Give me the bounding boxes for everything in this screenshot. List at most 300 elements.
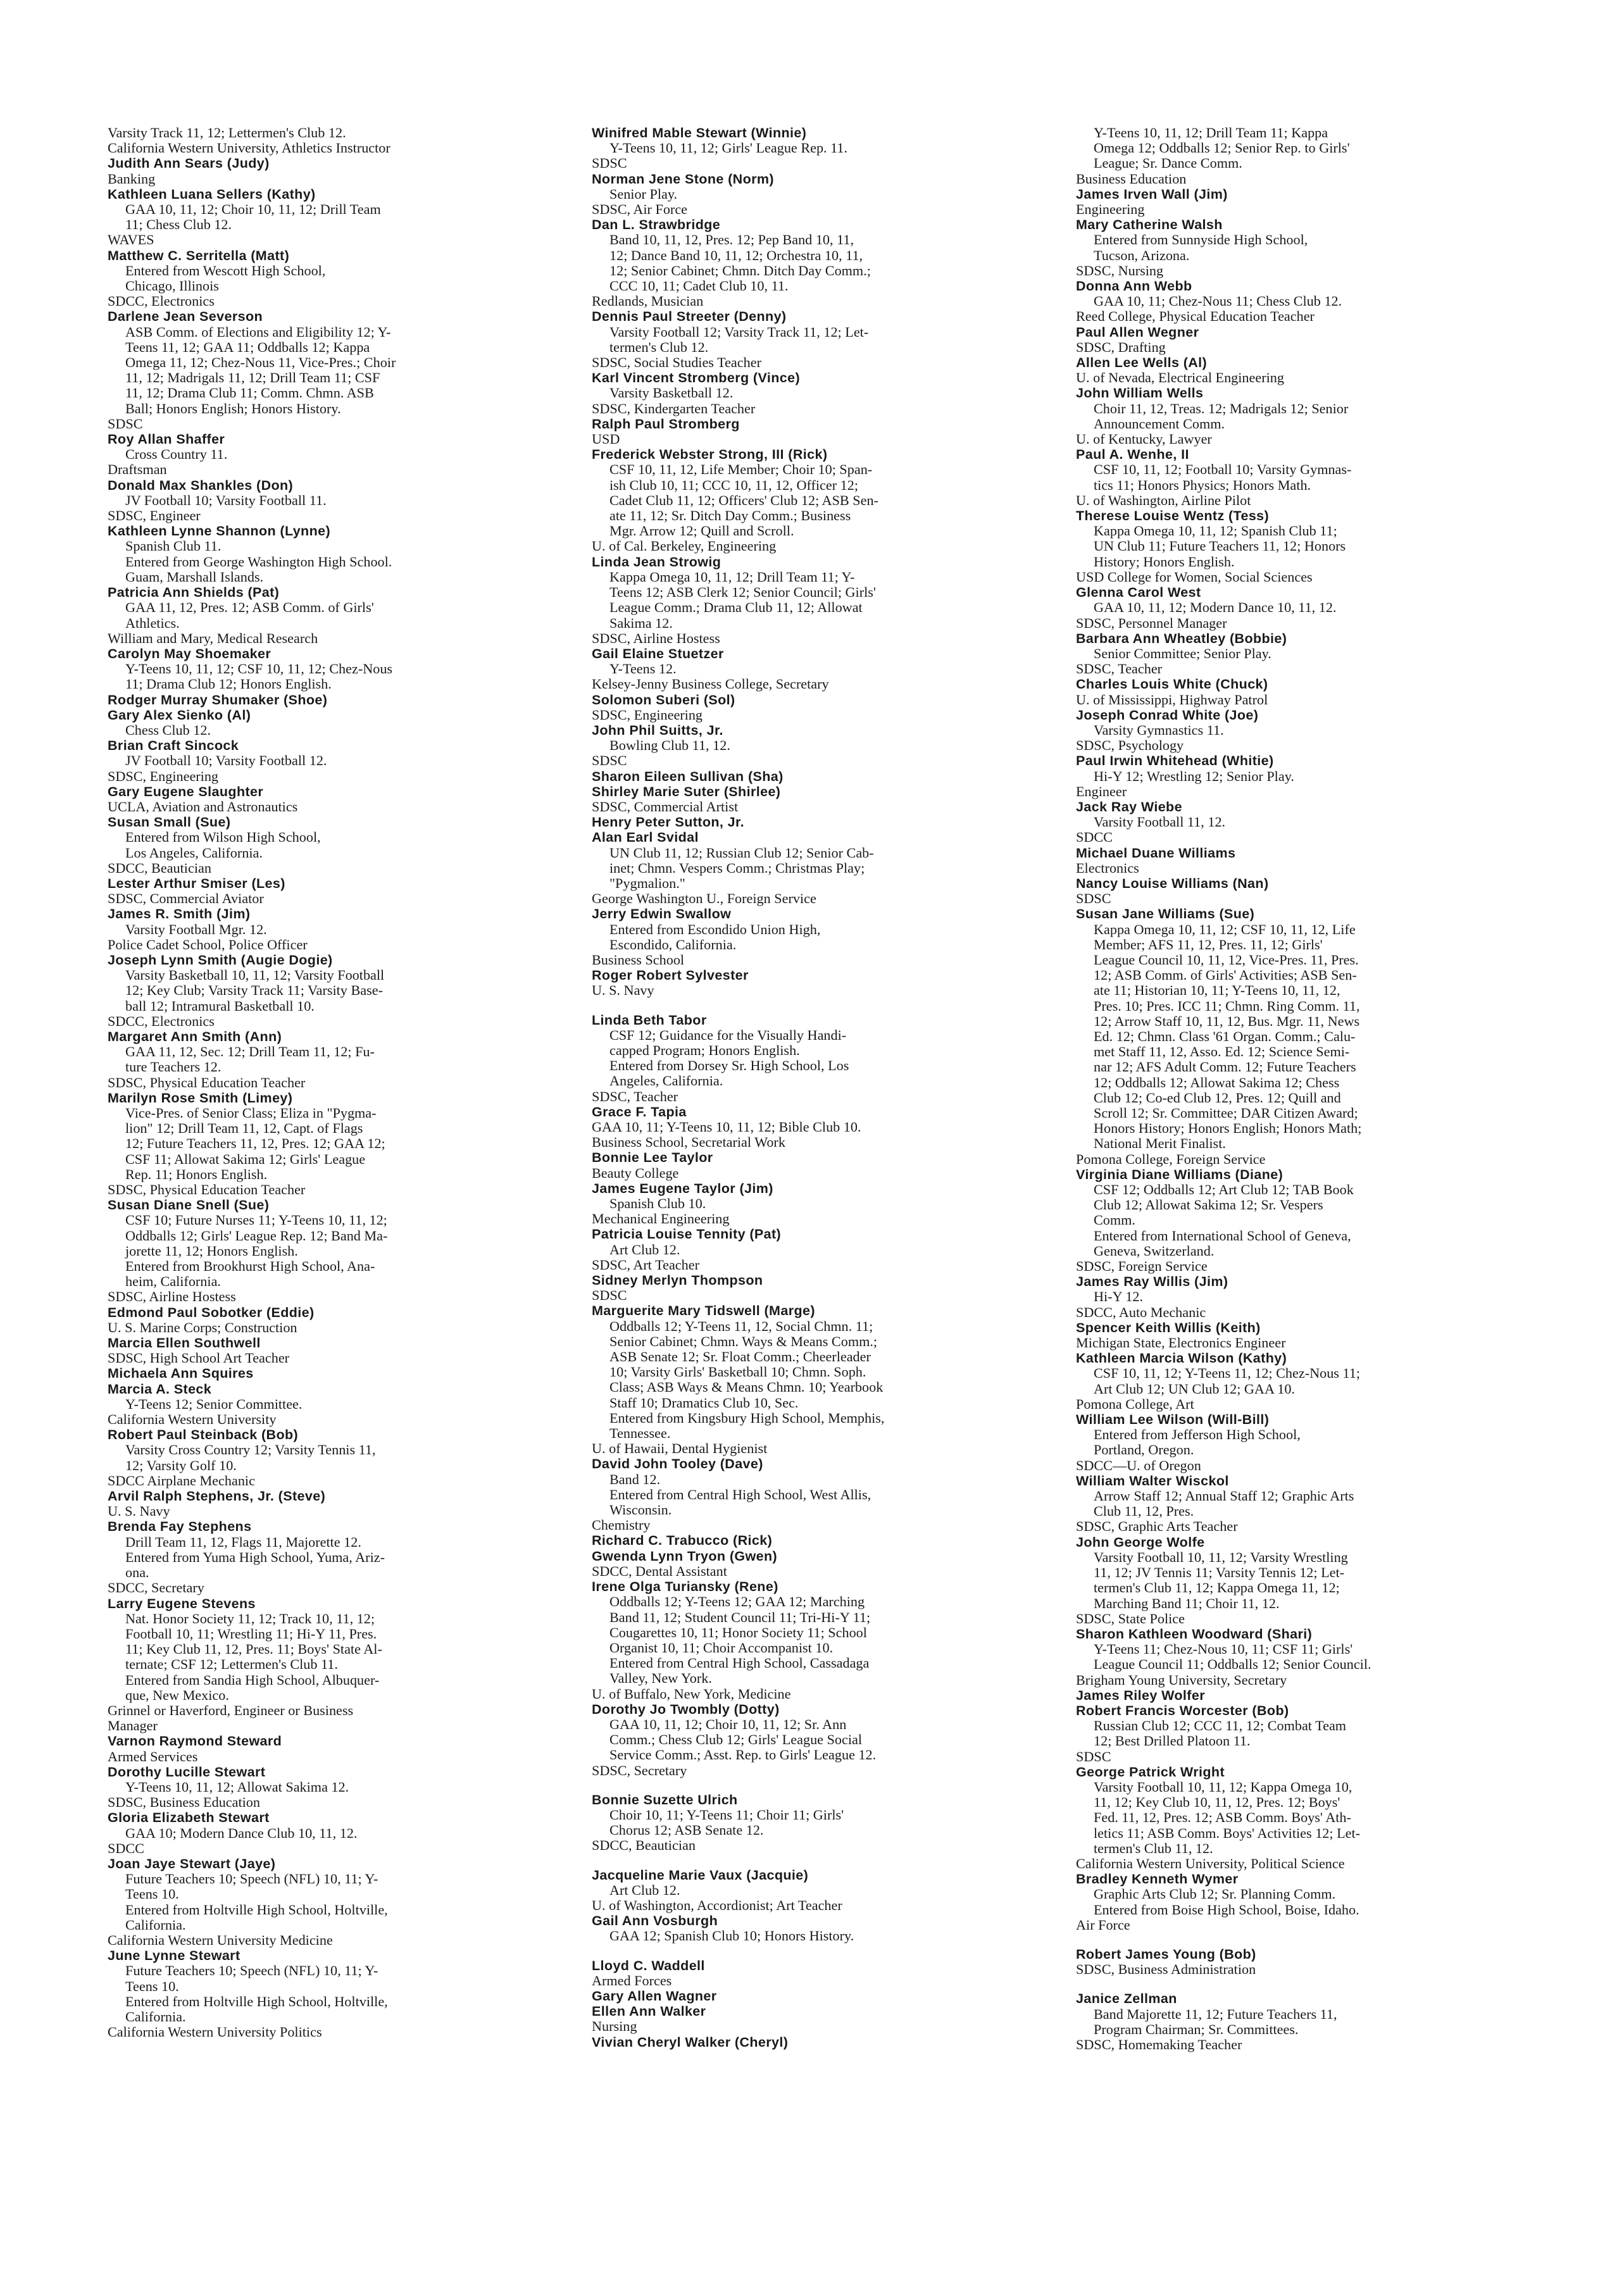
student-name: Linda Beth Tabor <box>592 1012 707 1028</box>
activities-line: 11, 12; JV Tennis 11; Varsity Tennis 12; Let- <box>1094 1564 1345 1581</box>
student-name: Michaela Ann Squires <box>108 1366 254 1382</box>
activities-line: Entered from Brookhurst High School, Ana- <box>125 1258 375 1275</box>
activities-line: letics 11; ASB Comm. Boys' Activities 12; Let- <box>1094 1825 1361 1841</box>
activities-line: Drill Team 11, 12, Flags 11, Majorette 12. <box>125 1533 361 1550</box>
activities-line: Entered from Central High School, Cassadaga <box>609 1655 870 1671</box>
activities-line: Varsity Football Mgr. 12. <box>125 921 267 937</box>
activities-line: JV Football 10; Varsity Football 12. <box>125 752 327 769</box>
activities-line: Choir 11, 12, Treas. 12; Madrigals 12; Senior <box>1094 400 1349 416</box>
activities-line: Art Club 12. <box>609 1882 680 1898</box>
entry-detail-line: California Western University Medicine <box>108 1932 333 1948</box>
activities-line: Band 12. <box>609 1471 661 1487</box>
activities-line: tics 11; Honors Physics; Honors Math. <box>1094 477 1311 493</box>
student-name: Brenda Fay Stephens <box>108 1519 252 1535</box>
activities-line: Comm.; Chess Club 12; Girls' League Social <box>609 1732 863 1748</box>
activities-line: Russian Club 12; CCC 11, 12; Combat Team <box>1094 1718 1347 1734</box>
student-name: James Riley Wolfer <box>1076 1687 1205 1703</box>
entry-detail-line: SDSC <box>592 1287 627 1304</box>
activities-line: 12; Varsity Golf 10. <box>125 1457 237 1473</box>
activities-line: UN Club 11; Future Teachers 11, 12; Honors <box>1094 538 1346 554</box>
activities-line: Varsity Football 12; Varsity Track 11, 12; Let- <box>609 323 869 340</box>
student-name: Linda Jean Strowig <box>592 554 721 570</box>
entry-detail-line: SDSC, Business Administration <box>1076 1961 1256 1978</box>
student-name: James Eugene Taylor (Jim) <box>592 1180 773 1196</box>
entry-spacer <box>592 1778 1076 1792</box>
activities-line: Class; ASB Ways & Means Chmn. 10; Yearbook <box>609 1379 884 1395</box>
student-name: Michael Duane Williams <box>1076 845 1236 861</box>
activities-line: ona. <box>125 1564 149 1581</box>
entry-detail-line: USD <box>592 431 620 447</box>
activities-line: Scroll 12; Sr. Committee; DAR Citizen Award; <box>1094 1105 1358 1121</box>
activities-line: Bowling Club 11, 12. <box>609 737 730 754</box>
activities-line: ture Teachers 12. <box>125 1059 222 1075</box>
student-name: Nancy Louise Williams (Nan) <box>1076 875 1269 891</box>
activities-line: Marching Band 11; Choir 11, 12. <box>1094 1595 1280 1611</box>
entry-detail-line: SDSC, Drafting <box>1076 339 1166 355</box>
student-name: Robert Paul Steinback (Bob) <box>108 1427 299 1443</box>
activities-line: Varsity Football 10, 11, 12; Kappa Omega 10, <box>1094 1778 1352 1795</box>
activities-line: National Merit Finalist. <box>1094 1135 1226 1152</box>
entry-detail-line: Mechanical Engineering <box>592 1211 730 1227</box>
activities-line: Kappa Omega 10, 11, 12; Spanish Club 11; <box>1094 523 1337 539</box>
entry-detail-line: William and Mary, Medical Research <box>108 630 318 646</box>
activities-line: ternate; CSF 12; Lettermen's Club 11. <box>125 1656 338 1673</box>
entry-detail-line: Brigham Young University, Secretary <box>1076 1671 1287 1688</box>
activities-line: 12; Dance Band 10, 11, 12; Orchestra 10, 11, <box>609 247 863 263</box>
activities-line: Varsity Gymnastics 11. <box>1094 721 1224 738</box>
student-name: Matthew C. Serritella (Matt) <box>108 247 290 263</box>
activities-line: CSF 11; Allowat Sakima 12; Girls' League <box>125 1151 366 1167</box>
entry-detail-line: U. of Mississippi, Highway Patrol <box>1076 691 1268 708</box>
activities-line: Varsity Cross Country 12; Varsity Tennis 11, <box>125 1442 376 1458</box>
student-name: Edmond Paul Sobotker (Eddie) <box>108 1304 315 1320</box>
activities-line: Y-Teens 10, 11, 12; Allowat Sakima 12. <box>125 1778 349 1795</box>
activities-line: JV Football 10; Varsity Football 11. <box>125 492 327 508</box>
entry-detail-line: UCLA, Aviation and Astronautics <box>108 798 298 815</box>
activities-line: Spanish Club 10. <box>609 1195 706 1212</box>
activities-line: Fed. 11, 12, Pres. 12; ASB Comm. Boys' Ath- <box>1094 1809 1351 1826</box>
activities-line: ASB Senate 12; Sr. Float Comm.; Cheerleader <box>609 1349 871 1365</box>
activities-line: Announcement Comm. <box>1094 415 1225 432</box>
activities-line: Vice-Pres. of Senior Class; Eliza in "Pygma- <box>125 1105 377 1121</box>
student-name: Robert Francis Worcester (Bob) <box>1076 1702 1289 1718</box>
entry-detail-line: SDSC, High School Art Teacher <box>108 1350 290 1366</box>
entry-detail-line: U. of Nevada, Electrical Engineering <box>1076 370 1284 386</box>
entry-detail-line: Pomona College, Foreign Service <box>1076 1151 1266 1167</box>
activities-line: Guam, Marshall Islands. <box>125 568 264 585</box>
activities-line: Y-Teens 10, 11, 12; Girls' League Rep. 11. <box>609 140 848 156</box>
activities-line: "Pygmalion." <box>609 875 685 891</box>
entry-detail-line: Armed Services <box>108 1748 198 1764</box>
activities-line: California. <box>125 1916 186 1933</box>
student-name: Ellen Ann Walker <box>592 2004 706 2019</box>
activities-line: CCC 10, 11; Cadet Club 10, 11. <box>609 278 789 294</box>
entry-detail-line: U. of Washington, Accordionist; Art Teacher <box>592 1897 842 1913</box>
activities-line: Cougarettes 10, 11; Honor Society 11; School <box>609 1624 867 1640</box>
entry-detail-line: SDCC, Beautician <box>108 859 211 876</box>
activities-line: termen's Club 11, 12. <box>1094 1840 1213 1856</box>
activities-line: Honors History; Honors English; Honors Math; <box>1094 1120 1362 1137</box>
entry-detail-line: Police Cadet School, Police Officer <box>108 936 308 952</box>
activities-line: GAA 10, 11, 12; Choir 10, 11, 12; Drill Team <box>125 201 381 218</box>
activities-line: Ed. 12; Chmn. Class '61 Organ. Comm.; Calu- <box>1094 1028 1356 1044</box>
student-name: Joseph Conrad White (Joe) <box>1076 707 1259 723</box>
activities-line: Tennessee. <box>609 1425 671 1442</box>
activities-line: GAA 12; Spanish Club 10; Honors History. <box>609 1928 854 1944</box>
student-name: Judith Ann Sears (Judy) <box>108 156 270 172</box>
activities-line: 12; Best Drilled Platoon 11. <box>1094 1733 1251 1749</box>
student-name: Richard C. Trabucco (Rick) <box>592 1533 773 1549</box>
activities-line: Band Majorette 11, 12; Future Teachers 11, <box>1094 2006 1337 2022</box>
activities-line: Entered from Jefferson High School, <box>1094 1426 1301 1443</box>
column-middle <box>592 125 1076 2258</box>
entry-detail-line: SDSC, Airline Hostess <box>592 630 720 646</box>
entry-detail-line: SDSC <box>1076 890 1111 907</box>
activities-line: GAA 10, 11, 12; Modern Dance 10, 11, 12. <box>1094 599 1337 616</box>
entry-detail-line: SDSC, Secretary <box>592 1762 687 1778</box>
activities-line: ASB Comm. of Elections and Eligibility 12; Y- <box>125 323 391 340</box>
activities-line: lion" 12; Drill Team 11, 12, Capt. of Flags <box>125 1120 363 1137</box>
student-name: Arvil Ralph Stephens, Jr. (Steve) <box>108 1489 326 1504</box>
activities-line: Omega 11, 12; Chez-Nous 11, Vice-Pres.; Choir <box>125 354 396 371</box>
activities-line: Program Chairman; Sr. Committees. <box>1094 2021 1299 2037</box>
activities-line: 11, 12; Madrigals 11, 12; Drill Team 11; CSF <box>125 370 380 386</box>
student-name: Dorothy Jo Twombly (Dotty) <box>592 1701 780 1717</box>
activities-line: 12; ASB Comm. of Girls' Activities; ASB Sen- <box>1094 967 1357 983</box>
entry-detail-line: SDSC, Engineer <box>108 508 201 524</box>
entry-detail-line: SDSC, Engineering <box>108 768 219 784</box>
student-name: Ralph Paul Stromberg <box>592 416 740 432</box>
activities-line: GAA 10; Modern Dance Club 10, 11, 12. <box>125 1825 358 1841</box>
entry-detail-line: Grinnel or Haverford, Engineer or Business <box>108 1702 354 1718</box>
student-name: Frederick Webster Strong, III (Rick) <box>592 447 828 463</box>
activities-line: League Council 10, 11, 12, Vice-Pres. 11, Pres. <box>1094 951 1359 968</box>
student-name: Donna Ann Webb <box>1076 278 1192 294</box>
entry-detail-line: SDSC, Kindergarten Teacher <box>592 400 756 416</box>
activities-line: Entered from Wilson High School, <box>125 829 321 846</box>
entry-detail-line: U. S. Navy <box>592 982 654 999</box>
activities-line: Arrow Staff 12; Annual Staff 12; Graphic Arts <box>1094 1488 1354 1504</box>
entry-detail-line: Engineer <box>1076 783 1127 799</box>
activities-line: 12; Senior Cabinet; Chmn. Ditch Day Comm.; <box>609 262 871 278</box>
student-name: Sharon Eileen Sullivan (Sha) <box>592 768 784 784</box>
activities-line: Band 10, 11, 12, Pres. 12; Pep Band 10, 11, <box>609 232 854 248</box>
activities-line: Teens 10. <box>125 1886 179 1902</box>
activities-line: Member; AFS 11, 12, Pres. 11, 12; Girls' <box>1094 936 1323 952</box>
student-name: Dennis Paul Streeter (Denny) <box>592 309 787 325</box>
activities-line: Future Teachers 10; Speech (NFL) 10, 11; Y- <box>125 1871 378 1887</box>
entry-detail-line: Armed Forces <box>592 1972 672 1988</box>
entry-detail-line: SDSC, Business Education <box>108 1794 260 1811</box>
activities-line: 12; Oddballs 12; Allowat Sakima 12; Chess <box>1094 1074 1340 1090</box>
student-name: Dorothy Lucille Stewart <box>108 1764 266 1780</box>
activities-line: Art Club 12. <box>609 1241 680 1258</box>
activities-line: Entered from Dorsey Sr. High School, Los <box>609 1058 849 1074</box>
entry-detail-line: SDCC, Beautician <box>592 1837 696 1854</box>
activities-line: Organist 10, 11; Choir Accompanist 10. <box>609 1639 834 1656</box>
activities-line: Athletics. <box>125 615 180 631</box>
entry-spacer <box>592 1854 1076 1868</box>
entry-detail-line: California Western University Politics <box>108 2024 322 2040</box>
activities-line: Entered from George Washington High School. <box>125 553 392 570</box>
student-name: Roy Allan Shaffer <box>108 432 225 447</box>
student-name: Sharon Kathleen Woodward (Shari) <box>1076 1626 1313 1642</box>
activities-line: heim, California. <box>125 1273 221 1290</box>
activities-line: Band 11, 12; Student Council 11; Tri-Hi-Y 11; <box>609 1609 871 1625</box>
entry-detail-line: SDSC, Nursing <box>1076 262 1164 278</box>
activities-line: GAA 10, 11, 12; Choir 10, 11, 12; Sr. Ann <box>609 1716 847 1732</box>
activities-line: Geneva, Switzerland. <box>1094 1242 1215 1259</box>
student-name: Robert James Young (Bob) <box>1076 1946 1256 1962</box>
student-name: Alan Earl Svidal <box>592 830 699 846</box>
entry-detail-line: SDSC, Engineering <box>592 706 703 723</box>
activities-line: termen's Club 12. <box>609 339 709 355</box>
entry-detail-line: SDCC <box>108 1840 144 1856</box>
activities-line: Entered from Kingsbury High School, Memphis, <box>609 1409 885 1426</box>
student-name: William Lee Wilson (Will-Bill) <box>1076 1412 1270 1428</box>
student-name: Margaret Ann Smith (Ann) <box>108 1028 282 1044</box>
activities-line: Entered from Holtville High School, Holtville, <box>125 1901 388 1918</box>
activities-line: Varsity Football 10, 11, 12; Varsity Wrestling <box>1094 1549 1348 1565</box>
activities-line: League Comm.; Drama Club 11, 12; Allowat <box>609 599 863 616</box>
activities-line: Entered from Boise High School, Boise, Idaho. <box>1094 1901 1359 1918</box>
activities-line: Y-Teens 12. <box>609 661 677 677</box>
activities-line: ish Club 10, 11; CCC 10, 11, 12, Officer 12; <box>609 477 859 493</box>
student-name: Marcia A. Steck <box>108 1381 212 1397</box>
activities-line: Valley, New York. <box>609 1670 712 1687</box>
student-name: Norman Jene Stone (Norm) <box>592 171 774 187</box>
activities-line: 12; Key Club; Varsity Track 11; Varsity Base- <box>125 982 383 999</box>
activities-line: GAA 11, 12, Pres. 12; ASB Comm. of Girls' <box>125 599 374 616</box>
activities-line: 11; Chess Club 12. <box>125 216 232 233</box>
student-name: Glenna Carol West <box>1076 585 1201 601</box>
entry-detail-line: SDCC Airplane Mechanic <box>108 1472 255 1489</box>
student-name: Bonnie Suzette Ulrich <box>592 1792 738 1807</box>
student-name: Susan Jane Williams (Sue) <box>1076 906 1255 922</box>
student-name: Gwenda Lynn Tryon (Gwen) <box>592 1548 778 1564</box>
activities-line: League Council 11; Oddballs 12; Senior Council. <box>1094 1656 1371 1673</box>
student-name: Allen Lee Wells (Al) <box>1076 355 1208 371</box>
entry-detail-line: SDSC, Graphic Arts Teacher <box>1076 1518 1238 1535</box>
entry-detail-line: Draftsman <box>108 461 167 478</box>
student-name: Marilyn Rose Smith (Limey) <box>108 1090 293 1106</box>
entry-detail-line: SDSC, Air Force <box>592 201 688 218</box>
activities-line: Chorus 12; ASB Senate 12. <box>609 1822 764 1838</box>
entry-detail-line: Varsity Track 11, 12; Lettermen's Club 12. <box>108 125 346 140</box>
student-name: Carolyn May Shoemaker <box>108 646 272 661</box>
activities-line: ate 11, 12; Sr. Ditch Day Comm.; Business <box>609 508 851 524</box>
entry-detail-line: SDSC, Foreign Service <box>1076 1258 1208 1275</box>
entry-detail-line: SDSC, Physical Education Teacher <box>108 1074 306 1090</box>
student-name: Therese Louise Wentz (Tess) <box>1076 508 1270 524</box>
activities-line: 10; Varsity Girls' Basketball 10; Chmn. Soph. <box>609 1364 866 1380</box>
entry-detail-line: SDSC, Social Studies Teacher <box>592 354 761 371</box>
entry-detail-line: Reed College, Physical Education Teacher <box>1076 308 1315 325</box>
student-name: Dan L. Strawbridge <box>592 217 721 233</box>
column-left <box>108 125 589 2258</box>
student-name: Marcia Ellen Southwell <box>108 1335 261 1351</box>
activities-line: Entered from Yuma High School, Yuma, Ariz- <box>125 1549 385 1565</box>
student-name: Patricia Ann Shields (Pat) <box>108 585 280 601</box>
entry-detail-line: Business Education <box>1076 170 1187 187</box>
student-name: Gary Eugene Slaughter <box>108 783 264 799</box>
activities-line: jorette 11, 12; Honors English. <box>125 1242 298 1259</box>
student-name: Paul Irwin Whitehead (Whitie) <box>1076 753 1274 769</box>
activities-line: CSF 10; Future Nurses 11; Y-Teens 10, 11, 12; <box>125 1212 387 1228</box>
student-name: Jack Ray Wiebe <box>1076 799 1182 815</box>
activities-line: Oddballs 12; Y-Teens 12; GAA 12; Marching <box>609 1594 865 1610</box>
entry-detail-line: GAA 10, 11; Y-Teens 10, 11, 12; Bible Club 10. <box>592 1119 861 1135</box>
activities-line: ate 11; Historian 10, 11; Y-Teens 10, 11, 12, <box>1094 982 1340 999</box>
activities-line: CSF 10, 11, 12, Life Member; Choir 10; Span- <box>609 461 873 478</box>
entry-detail-line: Nursing <box>592 2018 637 2035</box>
activities-line: Football 10, 11; Wrestling 11; Hi-Y 11, Pres. <box>125 1625 377 1642</box>
student-name: Mary Catherine Walsh <box>1076 217 1223 233</box>
activities-line: Senior Cabinet; Chmn. Ways & Means Comm.; <box>609 1333 878 1349</box>
student-name: David John Tooley (Dave) <box>592 1456 763 1472</box>
entry-detail-line: Electronics <box>1076 859 1139 876</box>
entry-detail-line: SDSC, Personnel Manager <box>1076 615 1227 631</box>
student-name: Joseph Lynn Smith (Augie Dogie) <box>108 952 333 968</box>
activities-line: met Staff 11, 12, Asso. Ed. 12; Science Semi- <box>1094 1044 1350 1060</box>
entry-detail-line: SDSC <box>592 155 627 172</box>
activities-line: 11, 12; Key Club 10, 11, 12, Pres. 12; Boys' <box>1094 1794 1340 1811</box>
entry-detail-line: U. of Hawaii, Dental Hygienist <box>592 1440 768 1457</box>
activities-line: Pres. 10; Pres. ICC 11; Chmn. Ring Comm. 11, <box>1094 997 1360 1014</box>
student-name: Grace F. Tapia <box>592 1104 687 1120</box>
activities-line: Senior Play. <box>609 185 678 202</box>
activities-line: Teens 12; ASB Clerk 12; Senior Council; Girls' <box>609 584 876 601</box>
activities-line: Spanish Club 11. <box>125 538 222 554</box>
activities-line: Varsity Basketball 12. <box>609 385 734 401</box>
entry-detail-line: SDSC, Commercial Aviator <box>108 890 264 907</box>
activities-line: Y-Teens 10, 11, 12; CSF 10, 11, 12; Chez-Nous <box>125 661 393 677</box>
activities-line: League; Sr. Dance Comm. <box>1094 155 1242 172</box>
entry-detail-line: Business School, Secretarial Work <box>592 1134 785 1151</box>
student-name: Winifred Mable Stewart (Winnie) <box>592 125 807 140</box>
student-name: Gail Ann Vosburgh <box>592 1913 718 1929</box>
activities-line: Tucson, Arizona. <box>1094 247 1190 263</box>
activities-line: Entered from Holtville High School, Holtville, <box>125 1993 388 2009</box>
entry-detail-line: SDSC, Psychology <box>1076 737 1184 754</box>
activities-line: Y-Teens 12; Senior Committee. <box>125 1395 303 1412</box>
entry-detail-line: Manager <box>108 1718 158 1734</box>
student-name: John William Wells <box>1076 385 1204 401</box>
activities-line: Comm. <box>1094 1212 1135 1228</box>
activities-line: Portland, Oregon. <box>1094 1442 1194 1458</box>
activities-line: CSF 10, 11, 12; Football 10; Varsity Gymnas- <box>1094 461 1352 478</box>
activities-line: Club 12; Allowat Sakima 12; Sr. Vespers <box>1094 1197 1323 1213</box>
entry-detail-line: SDCC, Electronics <box>108 1013 215 1029</box>
student-name: Kathleen Lynne Shannon (Lynne) <box>108 523 331 539</box>
student-name: Gary Allen Wagner <box>592 1988 717 2004</box>
activities-line: Teens 10. <box>125 1978 179 1994</box>
student-name: John George Wolfe <box>1076 1534 1205 1550</box>
entry-spacer <box>1076 1933 1566 1947</box>
activities-line: Los Angeles, California. <box>125 844 263 861</box>
student-name: George Patrick Wright <box>1076 1764 1225 1780</box>
entry-detail-line: Beauty College <box>592 1164 679 1181</box>
activities-line: Teens 11, 12; GAA 11; Oddballs 12; Kappa <box>125 339 370 355</box>
activities-line: Hi-Y 12. <box>1094 1289 1144 1305</box>
activities-line: Rep. 11; Honors English. <box>125 1166 268 1182</box>
activities-line: GAA 10, 11; Chez-Nous 11; Chess Club 12. <box>1094 293 1342 309</box>
activities-line: Chess Club 12. <box>125 721 211 738</box>
activities-line: Senior Committee; Senior Play. <box>1094 645 1271 661</box>
entry-detail-line: SDCC, Electronics <box>108 293 215 309</box>
student-name: Susan Diane Snell (Sue) <box>108 1197 270 1213</box>
entry-spacer <box>592 999 1076 1013</box>
entry-detail-line: California Western University, Political Science <box>1076 1855 1345 1871</box>
student-name: James Irven Wall (Jim) <box>1076 186 1228 202</box>
student-name: Kathleen Luana Sellers (Kathy) <box>108 186 316 202</box>
entry-detail-line: SDSC, Teacher <box>1076 661 1163 677</box>
student-name: James Ray Willis (Jim) <box>1076 1274 1228 1290</box>
activities-line: Omega 12; Oddballs 12; Senior Rep. to Girls' <box>1094 140 1350 156</box>
entry-detail-line: SDSC <box>592 752 627 769</box>
activities-line: Choir 10, 11; Y-Teens 11; Choir 11; Girls' <box>609 1806 844 1823</box>
entry-detail-line: SDCC <box>1076 829 1113 846</box>
entry-detail-line: California Western University, Athletics Instructor <box>108 140 390 156</box>
activities-line: Oddballs 12; Y-Teens 11, 12, Social Chmn. 11; <box>609 1318 873 1334</box>
student-name: Irene Olga Turiansky (Rene) <box>592 1579 778 1595</box>
activities-line: Chicago, Illinois <box>125 278 219 294</box>
entry-spacer <box>1076 1977 1566 1991</box>
activities-line: Nat. Honor Society 11, 12; Track 10, 11, 12; <box>125 1610 375 1626</box>
student-name: Susan Small (Sue) <box>108 815 231 830</box>
student-name: Brian Craft Sincock <box>108 738 239 754</box>
activities-line: Entered from Sunnyside High School, <box>1094 232 1308 248</box>
activities-line: Varsity Basketball 10, 11, 12; Varsity Football <box>125 967 385 983</box>
activities-line: Varsity Football 11, 12. <box>1094 814 1226 830</box>
student-name: Jerry Edwin Swallow <box>592 906 732 922</box>
student-name: Kathleen Marcia Wilson (Kathy) <box>1076 1351 1287 1366</box>
student-name: Barbara Ann Wheatley (Bobbie) <box>1076 630 1287 646</box>
student-name: Paul Allen Wegner <box>1076 324 1199 340</box>
activities-line: GAA 11, 12, Sec. 12; Drill Team 11, 12; Fu- <box>125 1044 375 1060</box>
entry-detail-line: Business School <box>592 951 685 968</box>
student-name: Gail Elaine Stuetzer <box>592 646 724 661</box>
activities-line: Staff 10; Dramatics Club 10, Sec. <box>609 1394 799 1411</box>
activities-line: Entered from Central High School, West Allis, <box>609 1486 871 1502</box>
student-name: Varnon Raymond Steward <box>108 1733 282 1749</box>
activities-line: Entered from Escondido Union High, <box>609 921 821 937</box>
activities-line: Mgr. Arrow 12; Quill and Scroll. <box>609 523 794 539</box>
student-name: June Lynne Stewart <box>108 1948 240 1964</box>
activities-line: Entered from Sandia High School, Albuquer- <box>125 1671 380 1688</box>
entry-detail-line: U. S. Navy <box>108 1503 170 1520</box>
student-name: Janice Zellman <box>1076 1991 1177 2007</box>
entry-detail-line: SDSC, Commercial Artist <box>592 798 739 815</box>
activities-line: termen's Club 11, 12; Kappa Omega 11, 12; <box>1094 1580 1340 1596</box>
entry-detail-line: U. of Washington, Airline Pilot <box>1076 492 1251 508</box>
entry-detail-line: U. of Kentucky, Lawyer <box>1076 431 1212 447</box>
entry-detail-line: SDSC, Teacher <box>592 1088 678 1104</box>
student-name: Joan Jaye Stewart (Jaye) <box>108 1856 276 1871</box>
activities-line: Cross Country 11. <box>125 446 228 463</box>
activities-line: Entered from Wescott High School, <box>125 262 326 278</box>
entry-detail-line: U. of Buffalo, New York, Medicine <box>592 1685 791 1702</box>
student-name: Darlene Jean Severson <box>108 309 263 325</box>
activities-line: capped Program; Honors English. <box>609 1042 800 1058</box>
entry-detail-line: SDCC, Dental Assistant <box>592 1563 727 1579</box>
activities-line: Sakima 12. <box>609 615 673 631</box>
activities-line: Cadet Club 11, 12; Officers' Club 12; ASB Sen- <box>609 492 878 508</box>
activities-line: Y-Teens 11; Chez-Nous 10, 11; CSF 11; Girls' <box>1094 1641 1353 1657</box>
student-name: Solomon Suberi (Sol) <box>592 692 735 708</box>
student-name: Gary Alex Sienko (Al) <box>108 707 251 723</box>
student-name: Paul A. Wenhe, II <box>1076 447 1189 463</box>
